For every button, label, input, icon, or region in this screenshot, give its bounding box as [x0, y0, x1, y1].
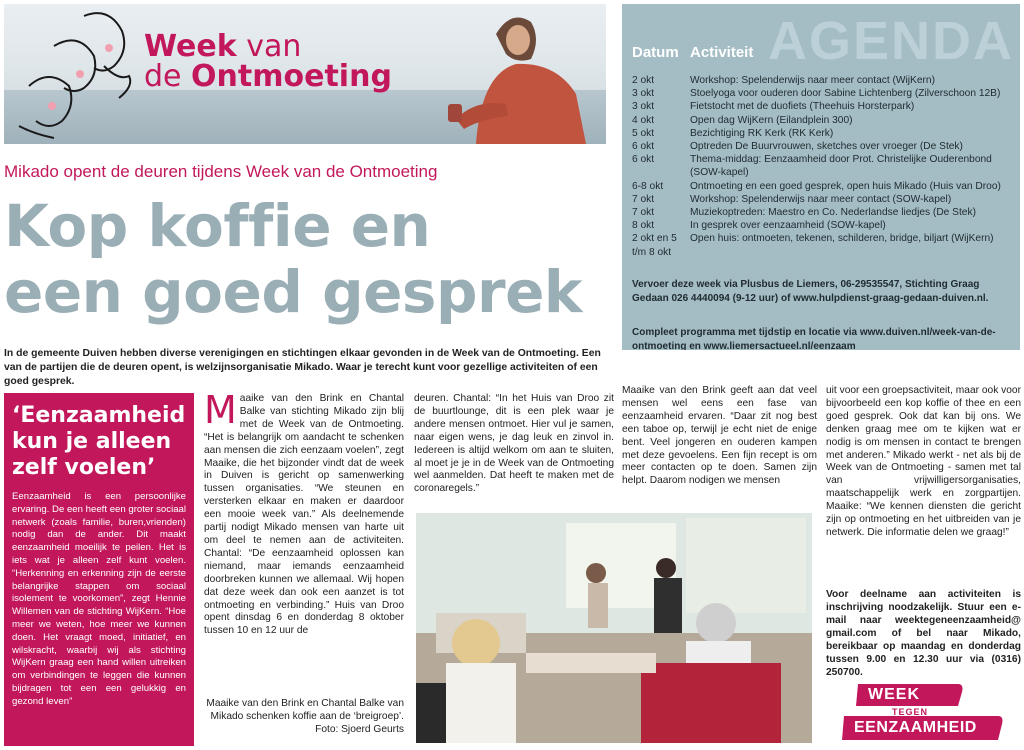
agenda-date: 6-8 okt: [632, 180, 664, 192]
agenda-activity: Muziekoptreden: Maestro en Co. Nederlandse liedjes (De Stek): [690, 207, 976, 219]
agenda-activity: Open dag WijKern (Eilandplein 300): [690, 114, 853, 126]
headline-line-1: Kop koffie en: [4, 192, 431, 260]
agenda-header: [632, 44, 753, 61]
article-column-3: Maaike van den Brink geeft aan dat veel mensen wel eens een fase van eenzaamheid ervaren. “Daar zit nog best een taboe op, terwijl je echt niet de enige bent. Veel jongeren en ouderen kampen met deze gevoelens. Een fijn recept is om meer contacten op te doen. Samen zijn helpt. Daarom nodigen we mensen: [622, 385, 817, 487]
agenda-date: 3 okt: [632, 101, 655, 113]
article-column-2: deuren. Chantal: “In het Huis van Droo zit de buurtlounge, dit is een plek waar je andere mensen ontmoet. Hier vul je samen, naar eigen wens, je dag leuk en zinvol in. Iedereen is altijd welkom om aan te sluiten, al moet je je in de Week van de Ontmoeting wel aanmelden. Dat heeft te maken met de coronaregels.”: [414, 393, 614, 495]
article-intro: In de gemeente Duiven hebben diverse verenigingen en stichtingen elkaar gevonden in de Week van de Ontmoeting. Een van de partijen die de deuren opent, is welzijnsorganisatie Mikado. Waar je terecht kunt voor gezellige activiteiten of een goed gesprek.: [4, 348, 601, 387]
agenda-row: [632, 232, 1017, 258]
agenda-date: 6 okt: [632, 141, 655, 153]
agenda-activity: Thema-middag: Eenzaamheid door Prot. Christelijke Ouderenbond (SOW-kapel): [690, 154, 992, 179]
agenda-activity: Optreden De Buurvrouwen, sketches over vroeger (De Stek): [690, 141, 963, 153]
agenda-row: [632, 140, 1017, 153]
agenda-row: [632, 100, 1017, 113]
agenda-activity: Open huis: ontmoeten, tekenen, schilderen, bridge, biljart (WijKern): [690, 233, 994, 245]
article-headline: [4, 193, 582, 325]
agenda-row: [632, 153, 1017, 179]
agenda-date: 7 okt: [632, 207, 655, 219]
photo-caption: Maaike van den Brink en Chantal Balke van Mikado schenken koffie aan de ‘breigroep’. Foto: Sjoerd Geurts: [206, 698, 404, 735]
agenda-watermark: AGENDA: [767, 11, 1014, 71]
agenda-row: [632, 127, 1017, 140]
headline-line-2: een goed gesprek: [4, 258, 582, 326]
agenda-date: 6 okt: [632, 154, 655, 166]
logo-ontmoeting: Ontmoeting: [191, 59, 392, 94]
agenda-activity: In gesprek over eenzaamheid (SOW-kapel): [690, 220, 886, 232]
logo-van: van: [246, 29, 302, 64]
hero-photo: [4, 4, 606, 144]
agenda-activity: Ontmoeting en een goed gesprek, open huis Mikado (Huis van Droo): [690, 180, 1001, 192]
agenda-row: [632, 114, 1017, 127]
logo-de: de: [144, 59, 182, 94]
logo-eenzaamheid-text: EENZAAMHEID: [854, 719, 977, 736]
agenda-activity: Workshop: Spelenderwijs naar meer contact (SOW-kapel): [690, 193, 952, 205]
logo-tegen-text: TEGEN: [892, 707, 929, 717]
woman-with-cup-illustration: [436, 4, 586, 144]
article-column-4: uit voor een groepsactiviteit, maar ook voor bijvoorbeeld een kop koffie of thee en een goed gesprek. Ook dat kan bij ons. We denken graag mee om te kijken wat er nodig is om mensen in contact te brengen met anderen.” Mikado werkt - net als bij de Week van de Ontmoeting - samen met tal van vrijwilligersorganisaties, maatschappelijk werk en zorgpartijen. Maaike: “We kennen diensten die gericht zijn op ontmoeting en het uitbreiden van je netwerk. Die informatie delen we graag!”: [826, 385, 1021, 538]
week-tegen-eenzaamheid-logo: [838, 682, 1008, 744]
registration-info: Voor deelname aan activiteiten is inschrijving noodzakelijk. Stuur een e-mail naar weektegeneenzaamheid@ gmail.com of bel naar Mikado, bereikbaar op maandag en donderdag tussen 9.00 en 12.30 uur via (0316) 250700.: [826, 589, 1021, 678]
agenda-date-heading: Datum: [632, 44, 679, 61]
agenda-activity: Bezichtiging RK Kerk (RK Kerk): [690, 127, 834, 139]
quote-title: ‘Eenzaamheid kun je alleen zelf voelen’: [12, 403, 186, 480]
agenda-transport-info: Vervoer deze week via Plusbus de Liemers, 06-29535547, Stichting Graag Gedaan 026 4440094 (9-12 uur) of www.hulpdienst-graag-gedaan-duiven.nl.: [632, 279, 989, 304]
agenda-date: 2 okt: [632, 75, 655, 86]
agenda-activity: Stoelyoga voor ouderen door Sabine Lichtenberg (Zilverschoon 12B): [690, 88, 1001, 100]
logo-week-text: WEEK: [868, 686, 920, 703]
agenda-activity-heading: Activiteit: [690, 44, 754, 61]
agenda-activity: Workshop: Spelenderwijs naar meer contact (WijKern): [690, 75, 935, 86]
drop-cap: M: [204, 388, 237, 432]
agenda-row: [632, 87, 1017, 100]
agenda-row: [632, 206, 1017, 219]
agenda-date: 5 okt: [632, 127, 655, 139]
agenda-list: [632, 74, 1017, 259]
agenda-date: 3 okt: [632, 88, 655, 100]
agenda-activity: Fietstocht met de duofiets (Theehuis Horsterpark): [690, 101, 915, 113]
quote-sidebar: [4, 393, 194, 746]
agenda-row: [632, 74, 1017, 87]
logo-week: Week: [144, 29, 237, 64]
agenda-row: [632, 219, 1017, 232]
article-subhead: Mikado opent de deuren tijdens Week van de Ontmoeting: [4, 162, 438, 181]
agenda-date: 7 okt: [632, 193, 655, 205]
agenda-date: 4 okt: [632, 114, 655, 126]
faces-line-art-icon: [14, 6, 144, 141]
quote-body: Eenzaamheid is een persoonlijke ervaring. De een heeft een groter sociaal netwerk (zoals familie, buren,vrienden) nodig dan de ander. Dit maakt eenzaamheid moeilijk te peilen. Het is iets wat je alleen zelf kunt voelen. “Herkenning en erkenning zijn de eerste belangrijke stappen om sociaal isolement te voorkomen”, zegt Hennie Willemen van de stichting WijKern. “Hoe meer we weten, hoe meer we kunnen doen. Het vraagt moed, initiatief, en wilskracht, waarbij wij als stichting WijKern graag een hand willen uitreiken om verbindingen te leggen die kunnen bijdragen tot een een gelukkig en gezond leven”: [12, 491, 186, 707]
agenda-row: [632, 180, 1017, 193]
agenda-row: [632, 193, 1017, 206]
agenda-date: 2 okt en 5 t/m 8 okt: [632, 233, 677, 258]
agenda-box: [622, 4, 1020, 350]
event-logo-title: [144, 29, 392, 94]
knitting-group-photo: [416, 513, 812, 743]
agenda-date: 8 okt: [632, 220, 655, 232]
article-column-1-text: aaike van den Brink en Chantal Balke van stichting Mikado zijn blij met de Week van de Ontmoeting. “Het is belangrijk om aandacht te schenken aan mensen die zich eenzaam voelen”, zegt Maaike, die het bijzonder vindt dat de week in Duiven is gericht op samenwerking tussen organisaties. “We steunen en versterken elkaar en maken er daardoor een mooie week van.” Als deelnemende partij nodigt Mikado mensen van harte uit om deel te nemen aan de activiteiten. Chantal: “De eenzaamheid oplossen kan niemand, maar iemands eenzaamheid doorbreken kunnen we allemaal. Wij hopen dat deze week dan ook een aanzet is tot ontmoeting en verbinding.” Huis van Droo opent dinsdag 6 en donderdag 8 oktober tussen 10 en 12 uur de: [204, 393, 404, 637]
article-column-1: [204, 388, 404, 638]
agenda-program-info: Compleet programma met tijdstip en locatie via www.duiven.nl/week-van-de-ontmoeting en www.liemersactueel.nl/eenzaam: [632, 327, 996, 350]
